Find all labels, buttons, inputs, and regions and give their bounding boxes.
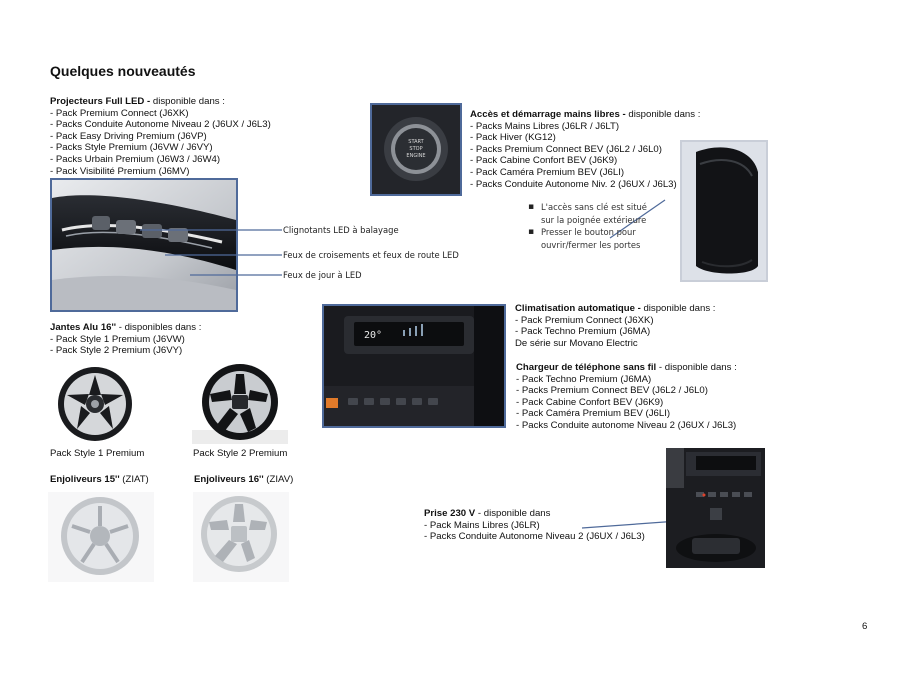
start-label: START — [408, 139, 424, 145]
wheels-section — [50, 322, 201, 357]
wireless-item: - Pack Caméra Premium BEV (J6LI) — [516, 408, 671, 420]
engine-label: ENGINE — [406, 153, 426, 159]
led-item: - Packs Style Premium (J6VW / J6VY) — [50, 142, 213, 154]
keyless-notes — [528, 201, 648, 251]
socket-item: - Packs Conduite Autonome Niveau 2 (J6UX / J6L3) — [424, 531, 645, 543]
keyless-item: - Packs Premium Connect BEV (J6L2 / J6L0) — [470, 143, 662, 155]
page-number: 6 — [862, 621, 868, 632]
led-heading: Projecteurs Full LED - — [50, 96, 151, 107]
wheel-caption-style1: Pack Style 1 Premium — [50, 448, 145, 459]
hubcap-15-label — [50, 474, 149, 486]
climate-panel-illustration — [324, 306, 504, 426]
hubcap-15 — [48, 492, 154, 582]
wireless-heading-line — [516, 362, 737, 374]
wireless-heading: Chargeur de téléphone sans fil — [516, 362, 657, 373]
alloy-wheel-style1 — [55, 365, 135, 443]
socket-item: - Pack Mains Libres (J6LR) — [424, 519, 540, 531]
start-button-illustration — [372, 105, 460, 194]
climate-availability: disponible dans : — [640, 303, 716, 314]
keyless-note: ▪ L'accès sans clé est situé sur la poignée extérieure — [528, 201, 648, 226]
climate-section — [515, 303, 715, 349]
hubcap-15-code: (ZIAT) — [119, 474, 149, 485]
keyless-heading: Accès et démarrage mains libres - — [470, 109, 626, 120]
socket-heading: Prise 230 V — [424, 508, 476, 519]
climate-item: De série sur Movano Electric — [515, 337, 638, 349]
hubcap-16-illustration — [193, 492, 289, 582]
wireless-item: - Packs Conduite autonome Niveau 2 (J6UX / J6L3) — [516, 419, 737, 431]
led-item: - Pack Premium Connect (J6XK) — [50, 107, 189, 119]
climate-item: - Pack Premium Connect (J6XK) — [515, 314, 654, 326]
led-item: - Pack Easy Driving Premium (J6VP) — [50, 130, 207, 142]
callout-turn-signals: Clignotants LED à balayage — [283, 225, 399, 235]
led-item: - Pack Visibilité Premium (J6MV) — [50, 165, 190, 177]
hubcap-16-code: (ZIAV) — [263, 474, 294, 485]
door-handle-photo — [680, 140, 768, 282]
wheels-availability: - disponibles dans : — [116, 322, 202, 333]
keyless-availability: disponible dans : — [625, 109, 701, 120]
wireless-item: - Packs Premium Connect BEV (J6L2 / J6L0) — [516, 385, 708, 397]
led-availability: disponible dans : — [150, 96, 225, 107]
page-title: Quelques nouveautés — [50, 63, 196, 79]
wheels-item: - Pack Style 1 Premium (J6VW) — [50, 333, 185, 345]
alloy-wheel-style1-illustration — [55, 365, 135, 443]
socket-section — [424, 508, 645, 543]
climate-display-readout: 20° — [364, 330, 383, 341]
wireless-item: - Pack Cabine Confort BEV (J6K9) — [516, 396, 664, 408]
callout-beams: Feux de croisements et feux de route LED — [283, 250, 459, 260]
keyless-item: - Pack Cabine Confort BEV (J6K9) — [470, 155, 618, 167]
climate-heading: Climatisation automatique - — [515, 303, 641, 314]
keyless-heading-line — [470, 109, 700, 121]
wheel-caption-style2: Pack Style 2 Premium — [193, 448, 288, 459]
start-button-photo — [370, 103, 462, 196]
wheels-heading-line — [50, 322, 201, 334]
charger-console-illustration — [666, 448, 765, 568]
keyless-section — [470, 109, 700, 190]
wheels-item: - Pack Style 2 Premium (J6VY) — [50, 345, 183, 357]
wheels-heading: Jantes Alu 16'' — [50, 322, 117, 333]
charger-console-photo — [666, 448, 765, 568]
hubcap-16-label — [194, 474, 293, 486]
keyless-item: - Pack Hiver (KG12) — [470, 132, 556, 144]
socket-heading-line — [424, 508, 645, 520]
wireless-item: - Pack Techno Premium (J6MA) — [516, 373, 652, 385]
climate-heading-line — [515, 303, 715, 315]
alloy-wheel-style2-illustration — [192, 362, 288, 444]
keyless-item: - Pack Caméra Premium BEV (J6LI) — [470, 166, 625, 178]
keyless-note: ▪ Presser le bouton pour ouvrir/fermer les portes — [528, 226, 648, 251]
climate-item: - Pack Techno Premium (J6MA) — [515, 326, 651, 338]
keyless-item: - Packs Mains Libres (J6LR / J6LT) — [470, 120, 620, 132]
callout-daytime-lights: Feux de jour à LED — [283, 270, 362, 280]
hubcap-16-heading: Enjoliveurs 16'' — [194, 474, 264, 485]
wireless-section — [516, 362, 737, 432]
wireless-availability: - disponible dans : — [656, 362, 737, 373]
led-item: - Packs Conduite Autonome Niveau 2 (J6UX / J6L3) — [50, 119, 271, 131]
hubcap-16 — [193, 492, 289, 582]
climate-panel-photo — [322, 304, 506, 428]
hubcap-15-illustration — [48, 492, 154, 582]
socket-availability: - disponible dans — [475, 508, 551, 519]
door-handle-illustration — [682, 142, 766, 280]
alloy-wheel-style2 — [192, 362, 288, 444]
keyless-item: - Packs Conduite Autonome Niv. 2 (J6UX / J6L3) — [470, 178, 677, 190]
hubcap-15-heading: Enjoliveurs 15'' — [50, 474, 120, 485]
led-item: - Packs Urbain Premium (J6W3 / J6W4) — [50, 153, 221, 165]
stop-label: STOP — [409, 146, 423, 152]
